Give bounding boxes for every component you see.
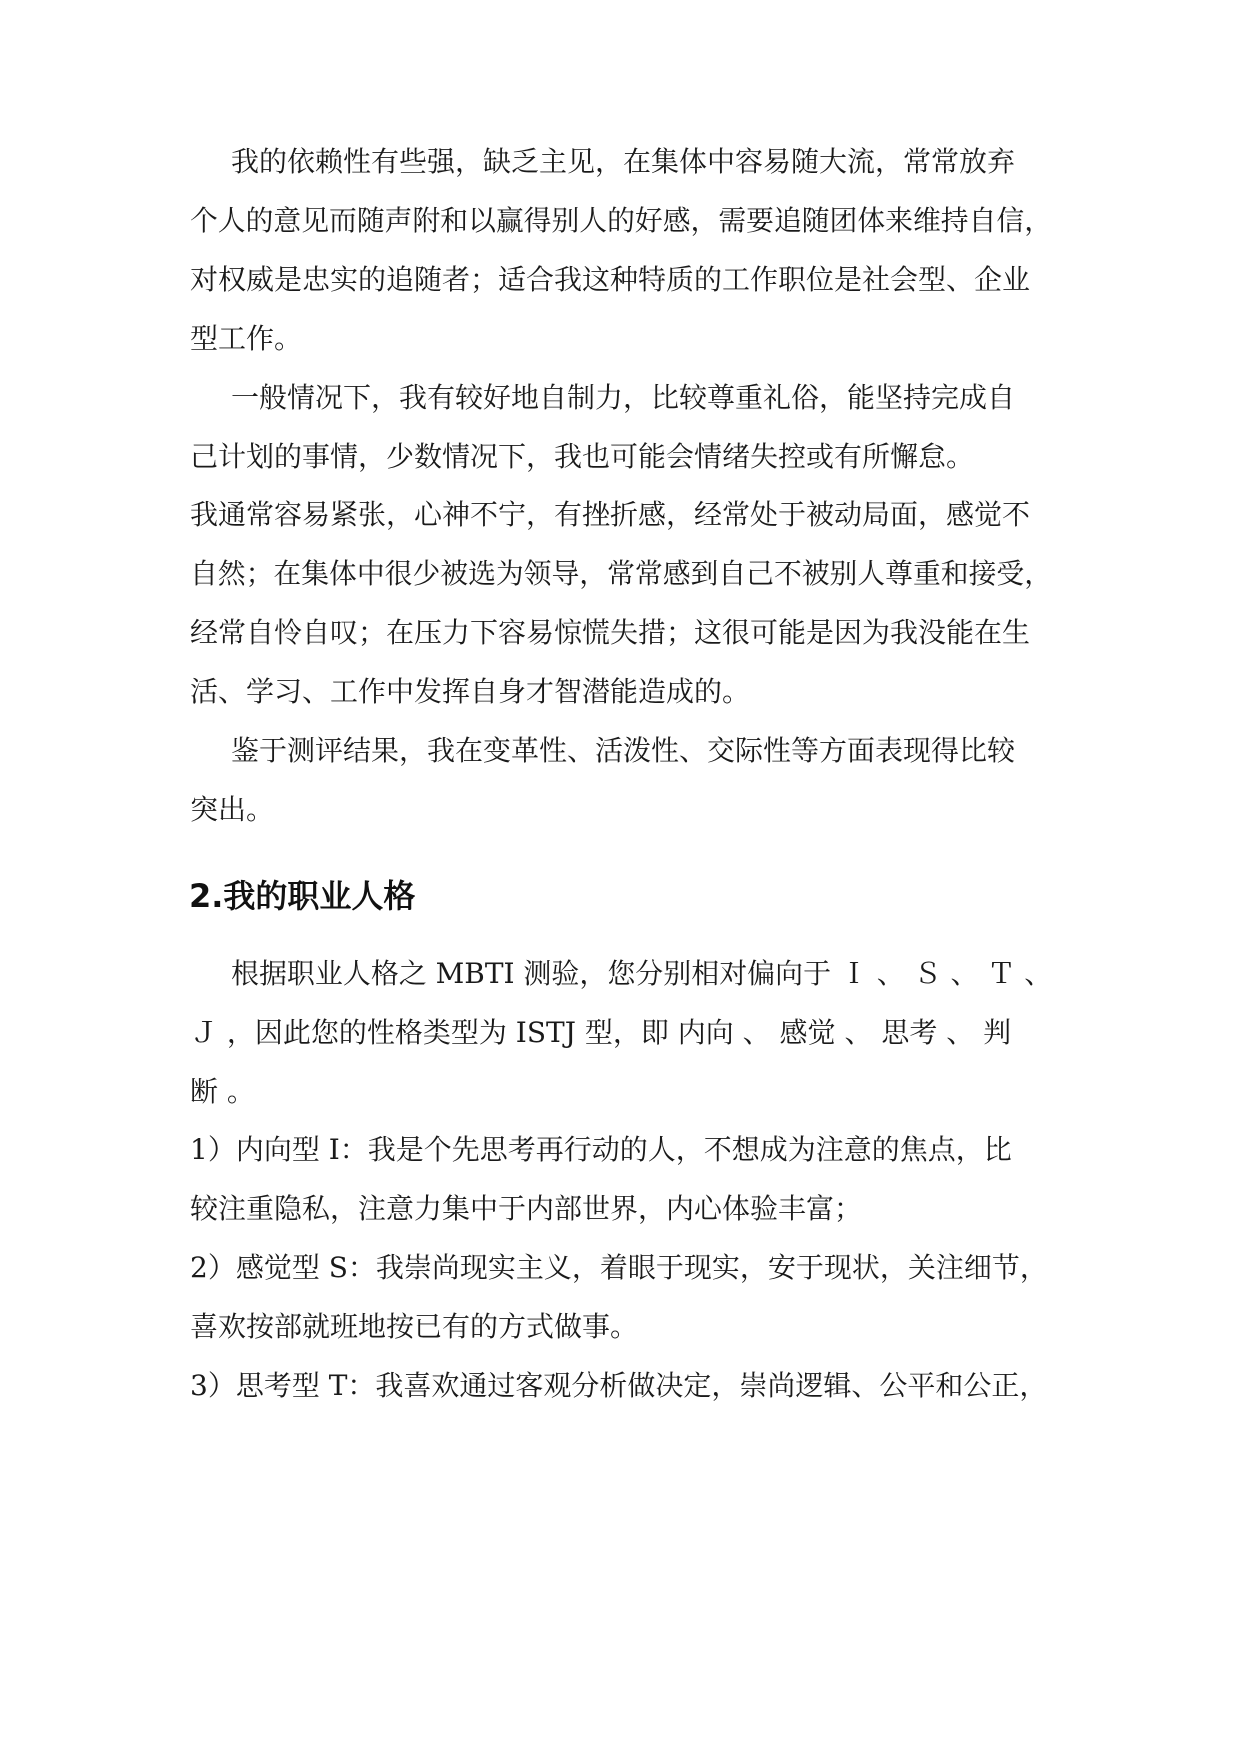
trait-line: 1）内向型 I：我是个先思考再行动的人，不想成为注意的焦点，比: [190, 1133, 1012, 1166]
paragraph-line: 断 。: [190, 1075, 255, 1108]
paragraph-line: 经常自怜自叹；在压力下容易惊慌失措；这很可能是因为我没能在生: [190, 616, 1031, 649]
paragraph-line: 突出。: [190, 793, 275, 826]
section-heading: 2.我的职业人格: [189, 877, 416, 915]
trait-line: 3）思考型 T：我喜欢通过客观分析做决定，崇尚逻辑、公平和公正，: [190, 1369, 1048, 1402]
paragraph-line: 自然；在集体中很少被选为领导，常常感到自己不被别人尊重和接受，: [190, 557, 1053, 590]
trait-line: 较注重隐私，注意力集中于内部世界，内心体验丰富；: [190, 1192, 863, 1225]
trait-line: 2）感觉型 S：我崇尚现实主义，着眼于现实，安于现状，关注细节，: [190, 1251, 1048, 1284]
paragraph-line: 我的依赖性有些强，缺乏主见，在集体中容易随大流，常常放弃: [231, 145, 1016, 178]
trait-line: 喜欢按部就班地按已有的方式做事。: [190, 1310, 639, 1343]
paragraph-line: Ｊ ，因此您的性格类型为 ISTJ 型，即 内向 、 感觉 、 思考 、 判: [190, 1016, 1012, 1049]
paragraph-line: 对权威是忠实的追随者；适合我这种特质的工作职位是社会型、企业: [190, 263, 1031, 296]
paragraph-line: 根据职业人格之 MBTI 测验，您分别相对偏向于 Ｉ 、 Ｓ 、 Ｔ 、: [231, 957, 1053, 990]
paragraph-line: 个人的意见而随声附和以赢得别人的好感，需要追随团体来维持自信，: [190, 204, 1053, 237]
paragraph-line: 我通常容易紧张，心神不宁，有挫折感，经常处于被动局面，感觉不: [190, 498, 1031, 531]
paragraph-line: 鉴于测评结果，我在变革性、活泼性、交际性等方面表现得比较: [231, 734, 1016, 767]
paragraph-line: 己计划的事情，少数情况下，我也可能会情绪失控或有所懈怠。: [190, 440, 975, 473]
paragraph-line: 一般情况下，我有较好地自制力，比较尊重礼俗，能坚持完成自: [231, 381, 1016, 414]
paragraph-line: 型工作。: [190, 322, 303, 355]
paragraph-line: 活、学习、工作中发挥自身才智潜能造成的。: [190, 675, 751, 708]
